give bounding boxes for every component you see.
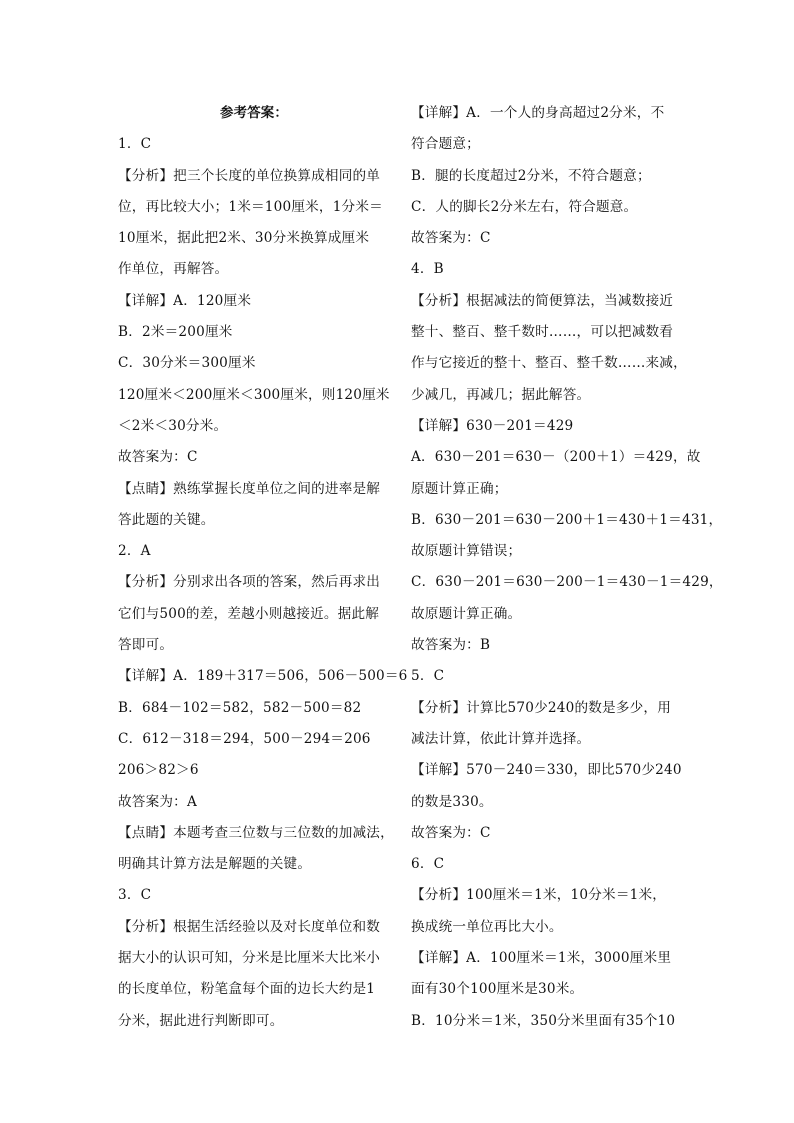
text-line: 【点睛】本题考查三位数与三位数的加减法， xyxy=(118,824,394,841)
text-line: C．630－201＝630－200－1＝430－1＝429， xyxy=(411,574,723,591)
text-line: C．30分米＝300厘米 xyxy=(118,355,256,372)
left-column xyxy=(118,98,408,1037)
text-line: 整十、整百、整千数时……，可以把减数看 xyxy=(411,324,674,341)
text-line: 120厘米＜200厘米＜300厘米，则120厘米 xyxy=(118,386,390,403)
text-line: 3．C xyxy=(118,887,152,904)
text-line: 【详解】A．100厘米＝1米，3000厘米里 xyxy=(411,950,672,967)
text-line: 原题计算正确； xyxy=(411,480,508,497)
text-line: B．684－102＝582，582－500＝82 xyxy=(118,699,362,716)
text-line: 【分析】根据生活经验以及对长度单位和数 xyxy=(118,918,381,935)
text-line: 【详解】630－201＝429 xyxy=(411,417,574,434)
text-line: 10厘米，据此把2米、30分米换算成厘米 xyxy=(118,230,370,247)
text-line: 的数是330。 xyxy=(411,793,493,810)
text-line: 的长度单位，粉笔盒每个面的边长大约是1 xyxy=(118,981,376,998)
text-line: C．人的脚长2分米左右，符合题意。 xyxy=(411,198,638,215)
text-line: 答即可。 xyxy=(118,637,174,654)
text-line: 故原题计算错误； xyxy=(411,543,522,560)
text-line: 【分析】分别求出各项的答案，然后再求出 xyxy=(118,574,381,591)
text-line: 它们与500的差，差越小则越接近。据此解 xyxy=(118,605,380,622)
text-line: 1．C xyxy=(118,136,152,153)
text-line: 故原题计算正确。 xyxy=(411,605,522,622)
text-line: B．10分米＝1米，350分米里面有35个10 xyxy=(411,1012,676,1029)
text-line: 换成统一单位再比大小。 xyxy=(411,918,563,935)
text-line: B．630－201＝630－200＋1＝430＋1＝431， xyxy=(411,511,723,528)
text-line: 故答案为：A xyxy=(118,793,197,810)
text-line: A．630－201＝630－（200＋1）＝429，故 xyxy=(411,449,701,466)
text-line: B．腿的长度超过2分米，不符合题意； xyxy=(411,167,651,184)
text-line: 4．B xyxy=(411,261,444,278)
text-line: 明确其计算方法是解题的关键。 xyxy=(118,856,312,873)
text-line: 【详解】A．189＋317＝506，506－500＝6 xyxy=(118,668,408,685)
text-line: ＜2米＜30分米。 xyxy=(118,417,228,434)
text-line: 【详解】A．一个人的身高超过2分米，不 xyxy=(411,105,665,121)
text-line: 故答案为：C xyxy=(411,824,491,841)
page-title: 参考答案： xyxy=(220,105,288,121)
text-line: 【分析】计算比570少240的数是多少，用 xyxy=(411,699,671,716)
text-line: 故答案为：B xyxy=(411,637,491,654)
text-line: 位，再比较大小；1米＝100厘米，1分米＝ xyxy=(118,198,383,215)
text-line: 据大小的认识可知，分米是比厘米大比米小 xyxy=(118,950,381,967)
text-line: 答此题的关键。 xyxy=(118,511,215,528)
text-line: B．2米＝200厘米 xyxy=(118,324,233,341)
text-line: 5．C xyxy=(411,668,445,685)
text-line: 故答案为：C xyxy=(411,230,491,247)
right-column xyxy=(411,98,723,1037)
text-line: 减法计算，依此计算并选择。 xyxy=(411,730,591,747)
text-line: 【分析】根据减法的简便算法，当减数接近 xyxy=(411,292,674,309)
text-line: 作与它接近的整十、整百、整千数……来减， xyxy=(411,355,687,372)
text-line: 故答案为：C xyxy=(118,449,198,466)
text-line: 【详解】570－240＝330，即比570少240 xyxy=(411,762,682,779)
text-line: C．612－318＝294，500－294＝206 xyxy=(118,730,371,747)
text-line: 2．A xyxy=(118,543,151,560)
text-line: 【点睛】熟练掌握长度单位之间的进率是解 xyxy=(118,480,381,497)
text-line: 面有30个100厘米是30米。 xyxy=(411,981,584,998)
text-line: 【详解】A．120厘米 xyxy=(118,292,252,309)
text-line: 作单位，再解答。 xyxy=(118,261,229,278)
text-line: 【分析】把三个长度的单位换算成相同的单 xyxy=(118,167,381,184)
text-line: 6．C xyxy=(411,856,445,873)
text-line: 【分析】100厘米＝1米，10分米＝1米， xyxy=(411,887,667,904)
text-line: 少减几，再减几；据此解答。 xyxy=(411,386,591,403)
text-line: 206＞82＞6 xyxy=(118,762,199,779)
text-line: 分米，据此进行判断即可。 xyxy=(118,1012,284,1029)
text-line: 符合题意； xyxy=(411,136,480,153)
